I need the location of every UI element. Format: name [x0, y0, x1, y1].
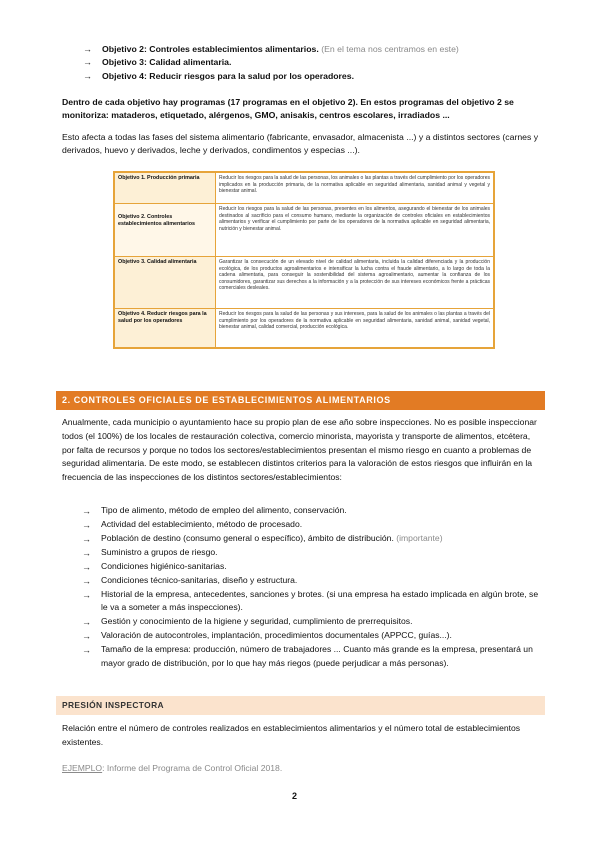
table-cell-description: Garantizar la consecución de un elevado nivel de calidad alimentaria, incluida la calidad diferenciada y la producción ecológica, de los productos agroalimentarios e intensificar la lucha contra el fraude alimentario, a lo largo de toda la cadena alimentaria, para conseguir la sostenibilidad del sistema agroalimentario, aumentar la confianza de los consumidores, garantizar sus derechos a la información y a la protección de sus intereses económicos frente a prácticas comerciales desleales. [216, 257, 495, 309]
criteria-list [82, 504, 544, 671]
list-item: → Gestión y conocimiento de la higiene y seguridad, cumplimiento de prerrequisitos. [82, 615, 544, 629]
list-item: → Valoración de autocontroles, implantación, procedimientos documentales (APPCC, guías...). [82, 629, 544, 643]
arrow-icon: → [82, 519, 91, 530]
list-item: → Población de destino (consumo general o específico), ámbito de distribución. (importante) [82, 532, 544, 546]
arrow-icon: → [83, 44, 92, 54]
example-line [62, 762, 542, 774]
list-item: → Tipo de alimento, método de empleo del alimento, conservación. [82, 504, 544, 518]
objectives-table [113, 171, 495, 349]
table-cell-description: Reducir los riesgos para la salud de las personas, presentes en los alimentos, asegurando el bienestar de los animales destinados al sacrificio para el consumo humano, mediante la organización de controles oficiales en establecimientos alimentarios y verificar el cumplimiento por parte de los operadores de la normativa aplicable en seguridad alimentaria, nutrición y bienestar animal. [216, 204, 495, 257]
table-cell-description: Reducir los riesgos para la salud de las personas y sus intereses, para la salud de los animales o las plantas a través del cumplimiento por los operadores de la normativa aplicable en seguridad alimentaria, sanidad animal, sanidad vegetal, bienestar animal, calidad comercial, producción ecológica. [216, 309, 495, 349]
arrow-icon: → [82, 631, 91, 642]
list-item: → Objetivo 3: Calidad alimentaria. [83, 56, 543, 69]
phases-paragraph: Esto afecta a todas las fases del sistema alimentario (fabricante, envasador, almacenista ...) y a distintos sectores (carnes y derivados, huevo y derivados, leche y derivados, condimentos y especias ...). [62, 132, 539, 156]
arrow-icon: → [82, 547, 91, 558]
arrow-icon: → [82, 561, 91, 572]
list-item: → Historial de la empresa, antecedentes, sanciones y brotes. (si una empresa ha estado implicada en algún brote, se le va a someter a más inspecciones). [82, 588, 539, 613]
table-cell-objective: Objetivo 1. Producción primaria [114, 172, 216, 204]
table-row [114, 309, 494, 349]
arrow-icon: → [82, 506, 91, 516]
objectives-list [83, 43, 543, 83]
page-number: 2 [292, 791, 298, 801]
pressure-paragraph: Relación entre el número de controles realizados en establecimientos alimentarios y el número total de establecimientos existentes. [62, 723, 521, 747]
table-cell-description: Reducir los riesgos para la salud de las personas, los animales o las plantas a través del cumplimiento por los operadores implicados en la producción primaria, de la normativa aplicable en seguridad alimentaria, sanidad animal y vegetal y bienestar animal. [216, 172, 495, 204]
arrow-icon: → [82, 617, 91, 628]
arrow-icon: → [82, 589, 91, 600]
list-item: → Tamaño de la empresa: producción, número de trabajadores ... Cuanto más grande es la empresa, presentará un mayor grado de distribución, por lo que hay más riegos (puede perjudicar a más personas). [82, 644, 533, 669]
example-label: EJEMPLO [62, 763, 103, 773]
list-item: → Actividad del establecimiento, método de procesado. [82, 518, 544, 532]
arrow-icon: → [82, 533, 91, 544]
list-item: → Condiciones técnico-sanitarias, diseño y estructura. [82, 574, 544, 588]
arrow-icon: → [83, 70, 92, 81]
table-cell-objective: Objetivo 2. Controles establecimientos alimentarios [114, 204, 216, 257]
example-text: : Informe del Programa de Control Oficial 2018. [102, 763, 283, 773]
arrow-icon: → [83, 57, 92, 68]
list-item: → Objetivo 2: Controles establecimientos alimentarios. (En el tema nos centramos en este) [83, 43, 543, 56]
subsection-heading: PRESIÓN INSPECTORA [56, 696, 545, 715]
list-item: → Condiciones higiénico-sanitarias. [82, 560, 544, 574]
table-row [114, 172, 494, 204]
section-heading: 2. CONTROLES OFICIALES DE ESTABLECIMIENTOS ALIMENTARIOS [56, 391, 545, 410]
table-row [114, 257, 494, 309]
arrow-icon: → [82, 575, 91, 586]
inspections-paragraph: Anualmente, cada municipio o ayuntamiento hace su propio plan de ese año sobre inspecciones. No es posible inspeccionar todos (el 100%) de los locales de restauración colectiva, comercio minorista, mayorista y transporte de alimentos, etcétera, por falta de recursos y porque no todos los sectores/establecimientos presentan el mismo riesgo en cuanto a problemas de seguridad alimentaria. De este modo, se establecen distintos criterios para la valoración de estos riesgos que influirán en la frecuencia de las inspecciones de los distintos sectores/establecimientos: [62, 417, 537, 482]
table-row [114, 204, 494, 257]
table-cell-objective: Objetivo 3. Calidad alimentaria [114, 257, 216, 309]
list-item: → Objetivo 4: Reducir riesgos para la salud por los operadores. [83, 70, 543, 83]
arrow-icon: → [82, 645, 91, 656]
table-cell-objective: Objetivo 4. Reducir riesgos para la salud por los operadores [114, 309, 216, 349]
programs-paragraph: Dentro de cada objetivo hay programas (17 programas en el objetivo 2). En estos programas del objetivo 2 se monitoriza: mataderos, etiquetado, alérgenos, GMO, anisakis, centros escolares, irradiados ... [62, 97, 514, 121]
list-item: → Suministro a grupos de riesgo. [82, 546, 544, 560]
